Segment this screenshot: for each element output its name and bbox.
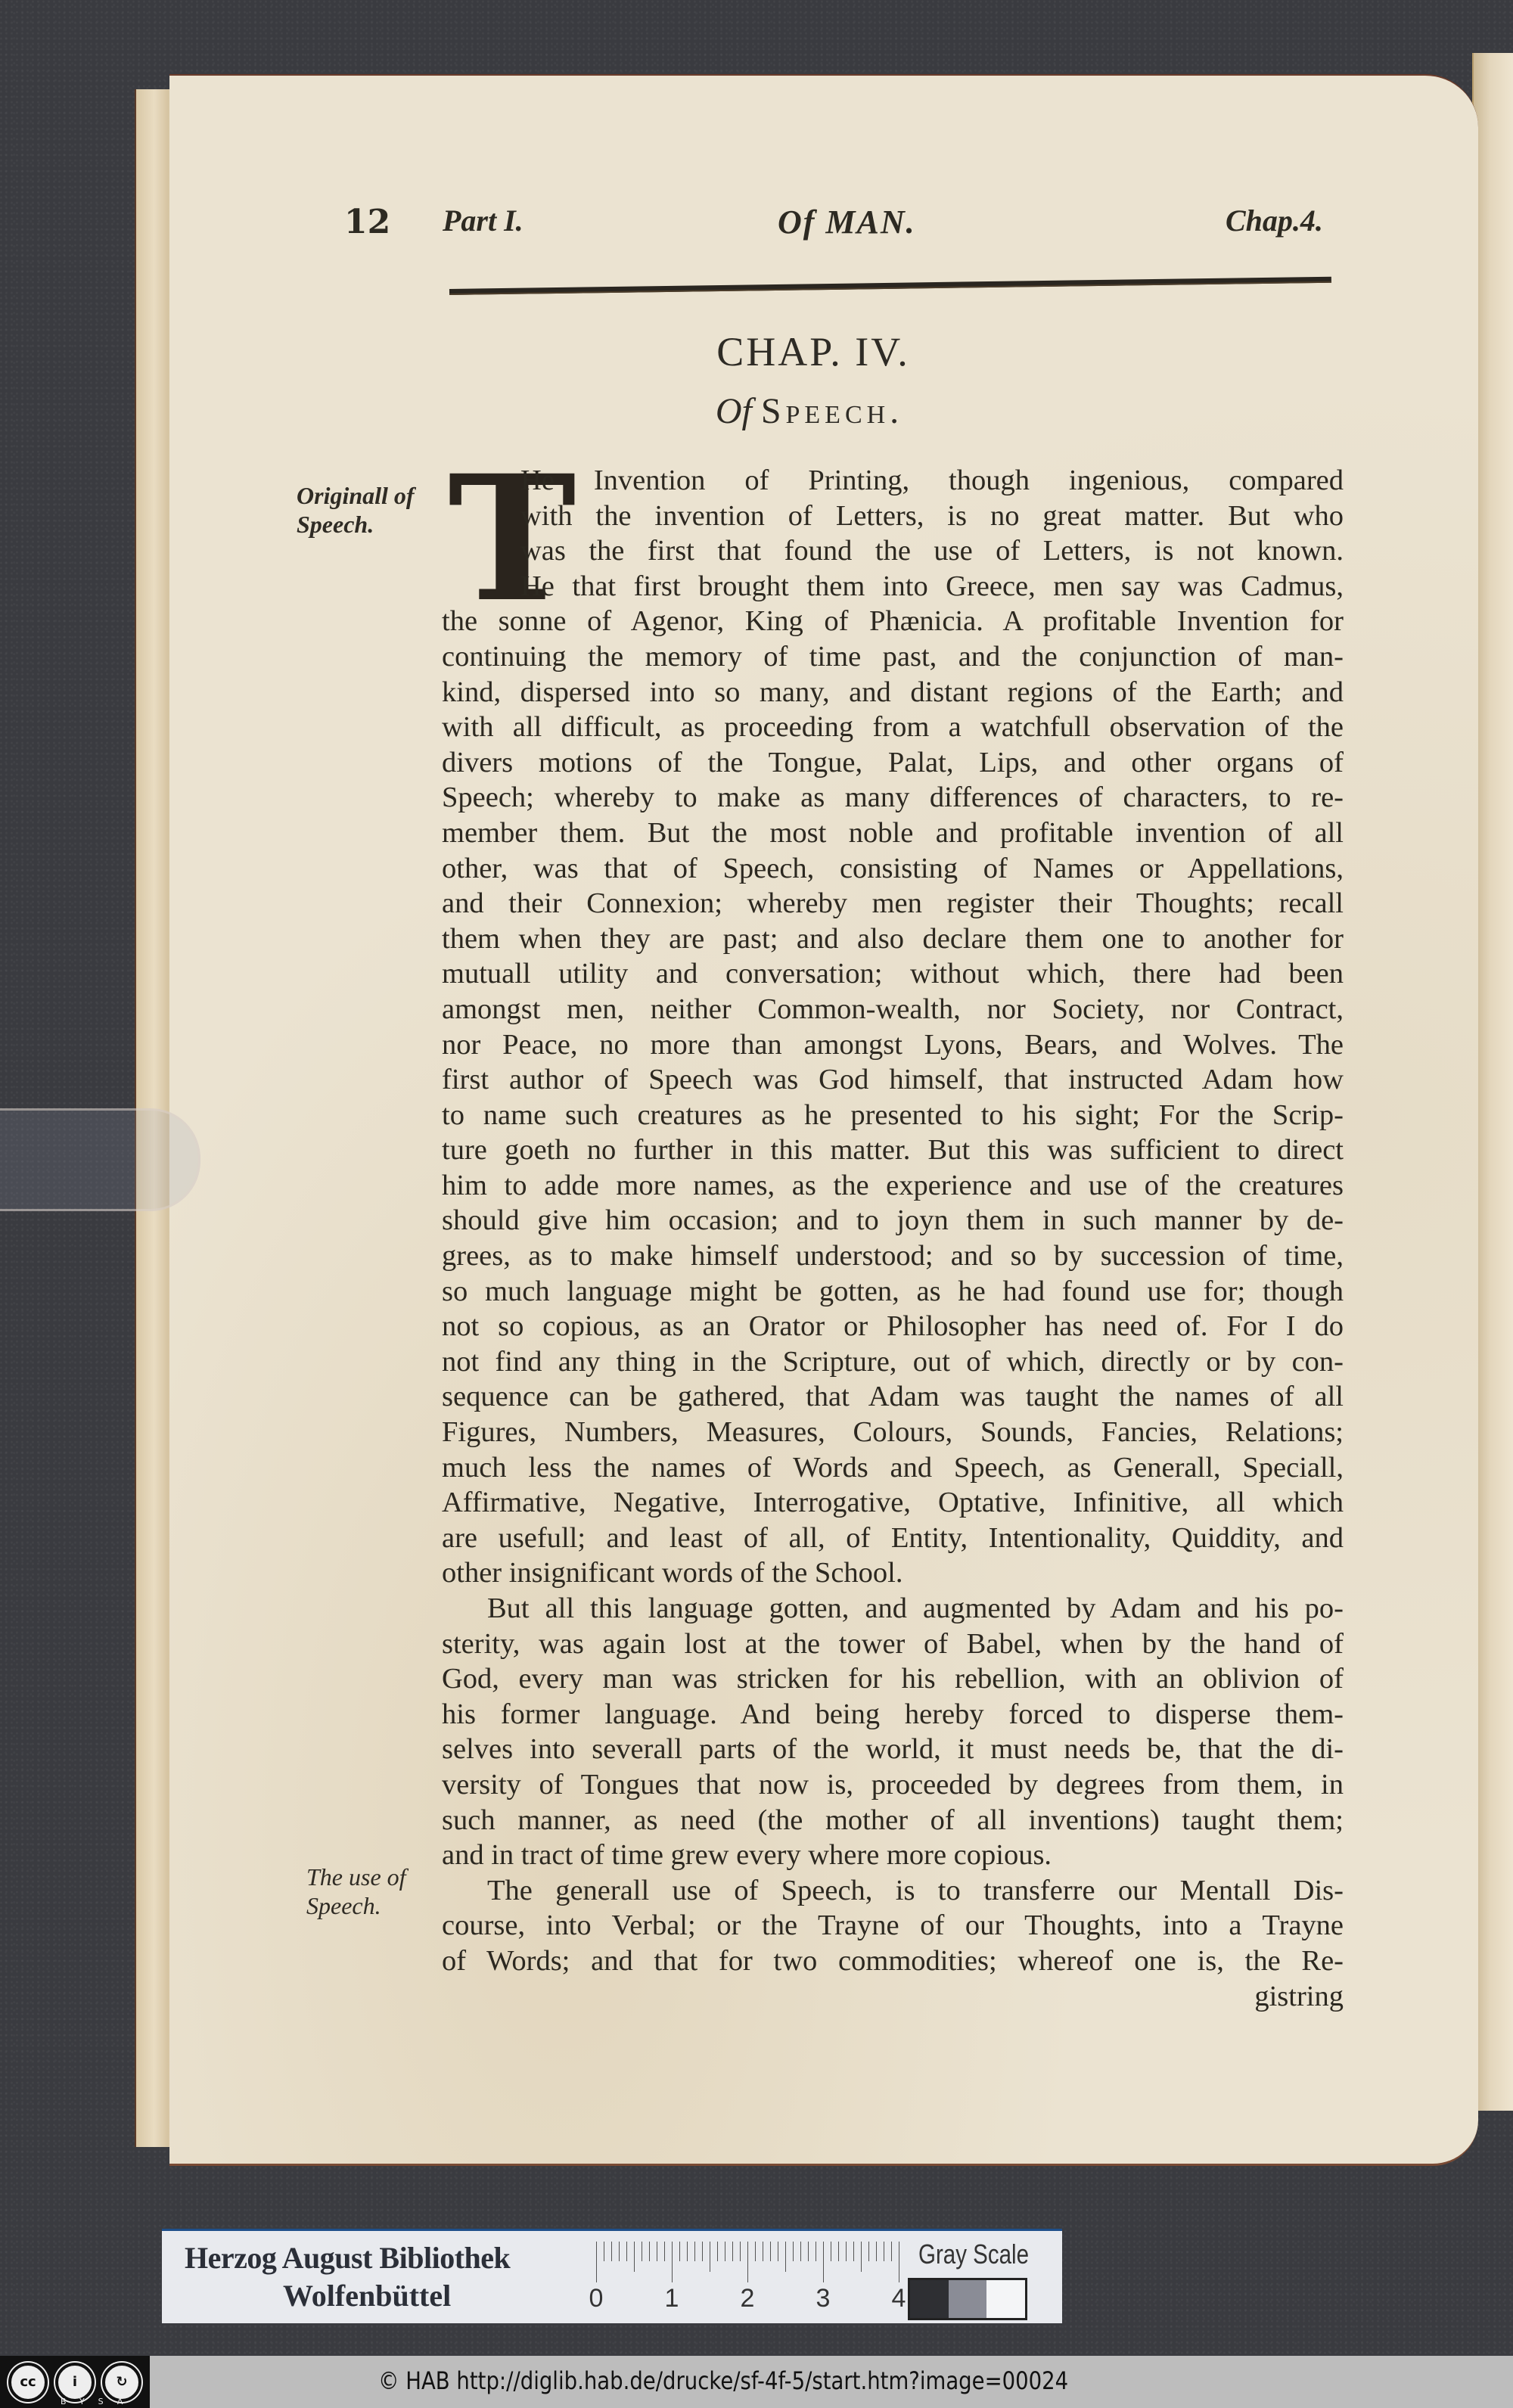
ruler-number: 4	[891, 2284, 906, 2313]
ruler-tick	[687, 2242, 688, 2261]
text-line: nor Peace, no more than amongst Lyons, Bears, and Wolves. The	[442, 1028, 1344, 1061]
ruler-tick	[846, 2242, 847, 2261]
marginal-note	[306, 1863, 443, 1920]
text-line: ture goeth no further in this matter. But this was sufficient to direct	[442, 1134, 1344, 1167]
marginal-note-line: Originall of	[297, 482, 415, 509]
gray-scale-swatches	[908, 2278, 1027, 2320]
text-line: first author of Speech was God himself, that instructed Adam how	[442, 1064, 1344, 1096]
text-line: selves into severall parts of the world, it must needs be, that the di-	[442, 1733, 1344, 1766]
text-line: with all difficult, as proceeding from a watchfull observation of the	[442, 711, 1344, 744]
text-line: are usefull; and least of all, of Entity, Intentionality, Quiddity, and	[442, 1521, 1344, 1554]
ruler-tick	[634, 2242, 635, 2272]
ruler-tick	[626, 2242, 627, 2261]
ruler-tick	[732, 2242, 733, 2261]
text-line: course, into Verbal; or the Trayne of our Thoughts, into a Trayne	[442, 1909, 1344, 1942]
chapter-label: Chap.4.	[1226, 204, 1323, 238]
text-line: member them. But the most noble and profitable invention of all	[442, 816, 1344, 849]
ruler-tick	[664, 2242, 665, 2261]
drop-cap: T	[448, 437, 576, 640]
ruler-tick	[861, 2242, 862, 2272]
copyright-url[interactable]: © HAB http://diglib.hab.de/drucke/sf-4f-5/start.htm?image=00024	[378, 2366, 1069, 2395]
text-line: amongst men, neither Common-wealth, nor Society, nor Contract,	[442, 993, 1344, 1025]
ruler-tick	[823, 2242, 824, 2282]
running-title: Of MAN.	[778, 204, 916, 241]
ruler-tick	[755, 2242, 756, 2261]
text-line: Affirmative, Negative, Interrogative, Optative, Infinitive, all which	[442, 1487, 1344, 1519]
ruler-tick	[785, 2242, 786, 2272]
text-line: versity of Tongues that now is, proceeded by degrees from them, in	[442, 1768, 1344, 1801]
ruler-number: 2	[740, 2284, 755, 2313]
ruler-tick	[876, 2242, 877, 2261]
license-label-sa: SA	[98, 2397, 137, 2406]
text-line: He that first brought them into Greece, men say was Cadmus,	[520, 570, 1344, 602]
ruler-tick	[702, 2242, 703, 2261]
catchword: gistring	[1254, 1980, 1344, 2012]
ruler-tick	[800, 2242, 801, 2261]
ruler-tick	[611, 2242, 612, 2261]
ruler-number: 3	[816, 2284, 831, 2313]
ruler-number: 0	[589, 2284, 604, 2313]
marginal-note	[297, 481, 433, 539]
chapter-subtitle	[0, 390, 1513, 432]
page-number: 12	[344, 203, 391, 241]
chapter-subtitle-main: Speech.	[760, 391, 904, 431]
text-line: with the invention of Letters, is no great matter. But who	[520, 499, 1344, 532]
body-text	[442, 437, 1344, 2014]
text-line: was the first that found the use of Letters, is not known.	[520, 535, 1344, 567]
chapter-subtitle-of: Of	[715, 391, 752, 431]
text-line: to name such creatures as he presented to his sight; For the Scrip-	[442, 1098, 1344, 1131]
footer-bar	[0, 2356, 1513, 2408]
gray-scale-title: Gray Scale	[918, 2239, 1030, 2270]
ruler-number: 1	[664, 2284, 679, 2313]
ruler-tick	[793, 2242, 794, 2261]
ruler-tick	[838, 2242, 839, 2261]
gray-swatch	[910, 2280, 949, 2318]
text-line: sterity, was again lost at the tower of Babel, when by the hand of	[442, 1627, 1344, 1660]
text-line: other insignificant words of the School.	[442, 1557, 903, 1589]
license-label-by: BY	[61, 2397, 98, 2406]
library-name: Herzog August Bibliothek	[185, 2241, 511, 2275]
text-line: But all this language gotten, and augmented by Adam and his po-	[487, 1592, 1344, 1624]
marginal-note-line: The use of	[306, 1863, 406, 1891]
text-line: The generall use of Speech, is to transferre our Mentall Dis-	[487, 1874, 1344, 1906]
text-line: the sonne of Agenor, King of Phænicia. A profitable Invention for	[442, 605, 1344, 638]
text-line: kind, dispersed into so many, and distant regions of the Earth; and	[442, 676, 1344, 708]
text-line: him to adde more names, as the experience and use of the creatures	[442, 1169, 1344, 1201]
library-label	[162, 2229, 1062, 2323]
text-line: of Words; and that for two commodities; whereof one is, the Re-	[442, 1944, 1344, 1977]
text-line: not so copious, as an Orator or Philosopher has need of. For I do	[442, 1310, 1344, 1343]
ruler-tick	[694, 2242, 695, 2261]
text-line: such manner, as need (the mother of all inventions) taught them;	[442, 1804, 1344, 1836]
ruler-tick	[649, 2242, 650, 2261]
ruler-tick	[808, 2242, 809, 2261]
license-labels	[61, 2397, 136, 2406]
cc-license-badge[interactable]	[0, 2356, 150, 2408]
text-line: and their Connexion; whereby men register their Thoughts; recall	[442, 887, 1344, 920]
text-line: continuing the memory of time past, and the conjunction of man-	[442, 640, 1344, 673]
ruler-tick	[770, 2242, 771, 2261]
text-line: and in tract of time grew every where more copious.	[442, 1839, 1052, 1872]
text-line: He Invention of Printing, though ingenious, compared	[520, 465, 1344, 496]
text-line: not find any thing in the Scripture, out of which, directly or by con-	[442, 1345, 1344, 1378]
scale-ruler	[586, 2239, 918, 2322]
ruler-tick	[619, 2242, 620, 2261]
sa-icon: ↻	[102, 2363, 141, 2402]
text-line: Figures, Numbers, Measures, Colours, Sounds, Fancies, Relations;	[442, 1416, 1344, 1449]
cc-icon: cc	[8, 2363, 48, 2402]
text-line: grees, as to make himself understood; and so by succession of time,	[442, 1240, 1344, 1272]
ruler-tick	[747, 2242, 748, 2282]
text-line: should give him occasion; and to joyn them in such manner by de-	[442, 1204, 1344, 1237]
text-line: Speech; whereby to make as many differences of characters, to re-	[442, 781, 1344, 814]
marginal-note-line: Speech.	[306, 1892, 381, 1919]
ruler-tick	[853, 2242, 854, 2261]
text-line: divers motions of the Tongue, Palat, Lips, and other organs of	[442, 746, 1344, 778]
text-line: sequence can be gathered, that Adam was taught the names of all	[442, 1381, 1344, 1413]
chapter-heading: CHAP. IV.	[716, 329, 910, 374]
library-city: Wolfenbüttel	[283, 2279, 452, 2313]
ruler-tick	[891, 2242, 892, 2261]
ruler-tick	[740, 2242, 741, 2261]
marginal-note-line: Speech.	[297, 511, 374, 538]
text-line: so much language might be gotten, as he had found use for; though	[442, 1275, 1344, 1307]
ruler-tick	[868, 2242, 869, 2261]
text-line: other, was that of Speech, consisting of Names or Appellations,	[442, 852, 1344, 884]
gray-swatch	[949, 2280, 987, 2318]
text-line: much less the names of Words and Speech, as Generall, Speciall,	[442, 1451, 1344, 1484]
glass-page-weight	[0, 1108, 200, 1211]
ruler-tick	[672, 2242, 673, 2282]
ruler-tick	[596, 2242, 597, 2282]
text-line: his former language. And being hereby forced to disperse them-	[442, 1698, 1344, 1730]
ruler-tick	[679, 2242, 680, 2261]
gray-swatch	[986, 2280, 1025, 2318]
ruler-tick	[717, 2242, 718, 2261]
text-line: mutuall utility and conversation; without which, there had been	[442, 958, 1344, 990]
text-line: them when they are past; and also declare them one to another for	[442, 922, 1344, 955]
by-icon: i	[55, 2363, 95, 2402]
text-line: God, every man was stricken for his rebellion, with an oblivion of	[442, 1663, 1344, 1695]
part-label: Part I.	[443, 204, 523, 238]
